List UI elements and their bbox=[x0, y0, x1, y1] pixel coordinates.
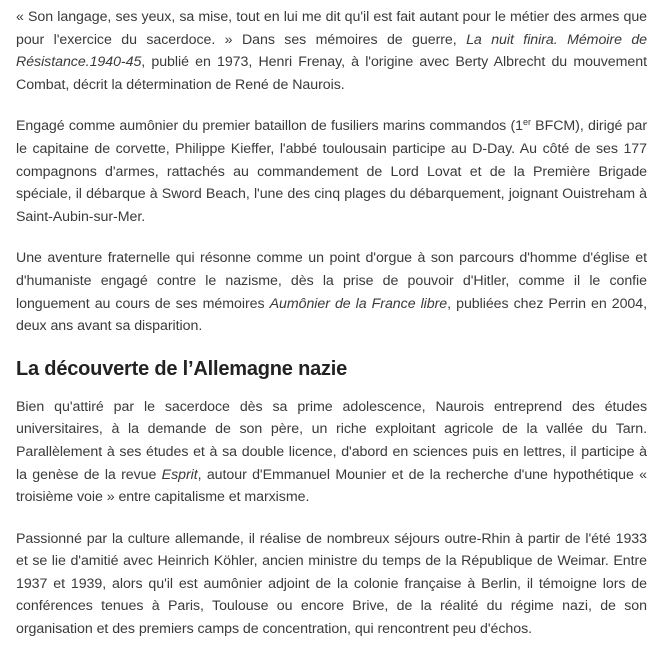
paragraph-text: Engagé comme aumônier du premier bataillon de fusiliers marins commandos (1 bbox=[16, 118, 523, 135]
review-title-esprit: Esprit bbox=[161, 466, 198, 483]
section-heading: La découverte de l’Allemagne nazie bbox=[16, 357, 348, 380]
paragraph-text: BFCM), dirigé par le capitaine de corvette, Philippe Kieffer, l'abbé toulousain participe au D-Day. Au côté de ses 177 compagnons d'armes, rattachés au commandement de Lord Lovat et de la Première Brigade spéciale, il débarque à Sword Beach, l'une des cinq plages du débarquement, joignant Ouistreham à Saint-Aubin-sur-Mer. bbox=[16, 118, 648, 225]
paragraph-culture-allemande: Passionné par la culture allemande, il réalise de nombreux séjours outre-Rhin à partir de l'été 1933 et se lie d'amitié avec Heinrich Köhler, ancien ministre du temps de la République de Weimar. Entre 1937 et 1939, alors qu'il est aumônier adjoint de la colonie française à Berlin, il témoigne lors de conférences tenues à Paris, Toulouse ou encore Brive, de la réalité du régime nazi, de son organisation et des premiers camps de concentration, qui rencontrent peu d'échos. bbox=[16, 530, 647, 638]
paragraph-d-day bbox=[16, 115, 647, 228]
ordinal-superscript: er bbox=[523, 117, 531, 128]
paragraph-text: , publié en 1973, Henri Frenay, à l'origine avec Berty Albrecht du mouvement Combat, décrit la détermination de René de Naurois. bbox=[16, 54, 647, 93]
paragraph-text: Une aventure fraternelle qui résonne comme un point d'orgue à son parcours d'homme d'église et d'humaniste engagé contre le nazisme, dès la prise de pouvoir d'Hitler, comme il le confie longuement au cours de ses mémoires bbox=[16, 250, 647, 312]
paragraph-text: , publiées chez Perrin en 2004, deux ans avant sa disparition. bbox=[16, 295, 648, 335]
paragraph-aventure-fraternelle bbox=[16, 247, 647, 337]
paragraph-text: Bien qu'attiré par le sacerdoce dès sa prime adolescence, Naurois entreprend des études universitaires, à la demande de son père, un riche exploitant agricole de la vallée du Tarn. Parallèlement à ses études et à sa double licence, d'abord en sciences puis en lettres, il participe à la genèse de la revue bbox=[16, 398, 647, 483]
paragraph-etudes bbox=[16, 396, 647, 509]
paragraph-text: , autour d'Emmanuel Mounier et de la recherche d'une hypothétique « troisième voie » entre capitalisme et marxisme. bbox=[16, 466, 647, 506]
paragraph-frenay-quote bbox=[16, 6, 647, 96]
paragraph-text: « Son langage, ses yeux, sa mise, tout en lui me dit qu'il est fait autant pour le métier des armes que pour l'exercice du sacerdoce. » Dans ses mémoires de guerre, bbox=[16, 9, 647, 48]
book-title-la-nuit-finira: La nuit finira. Mémoire de Résistance.1940-45 bbox=[16, 31, 648, 71]
book-title-aumonier: Aumônier de la France libre bbox=[269, 295, 448, 312]
